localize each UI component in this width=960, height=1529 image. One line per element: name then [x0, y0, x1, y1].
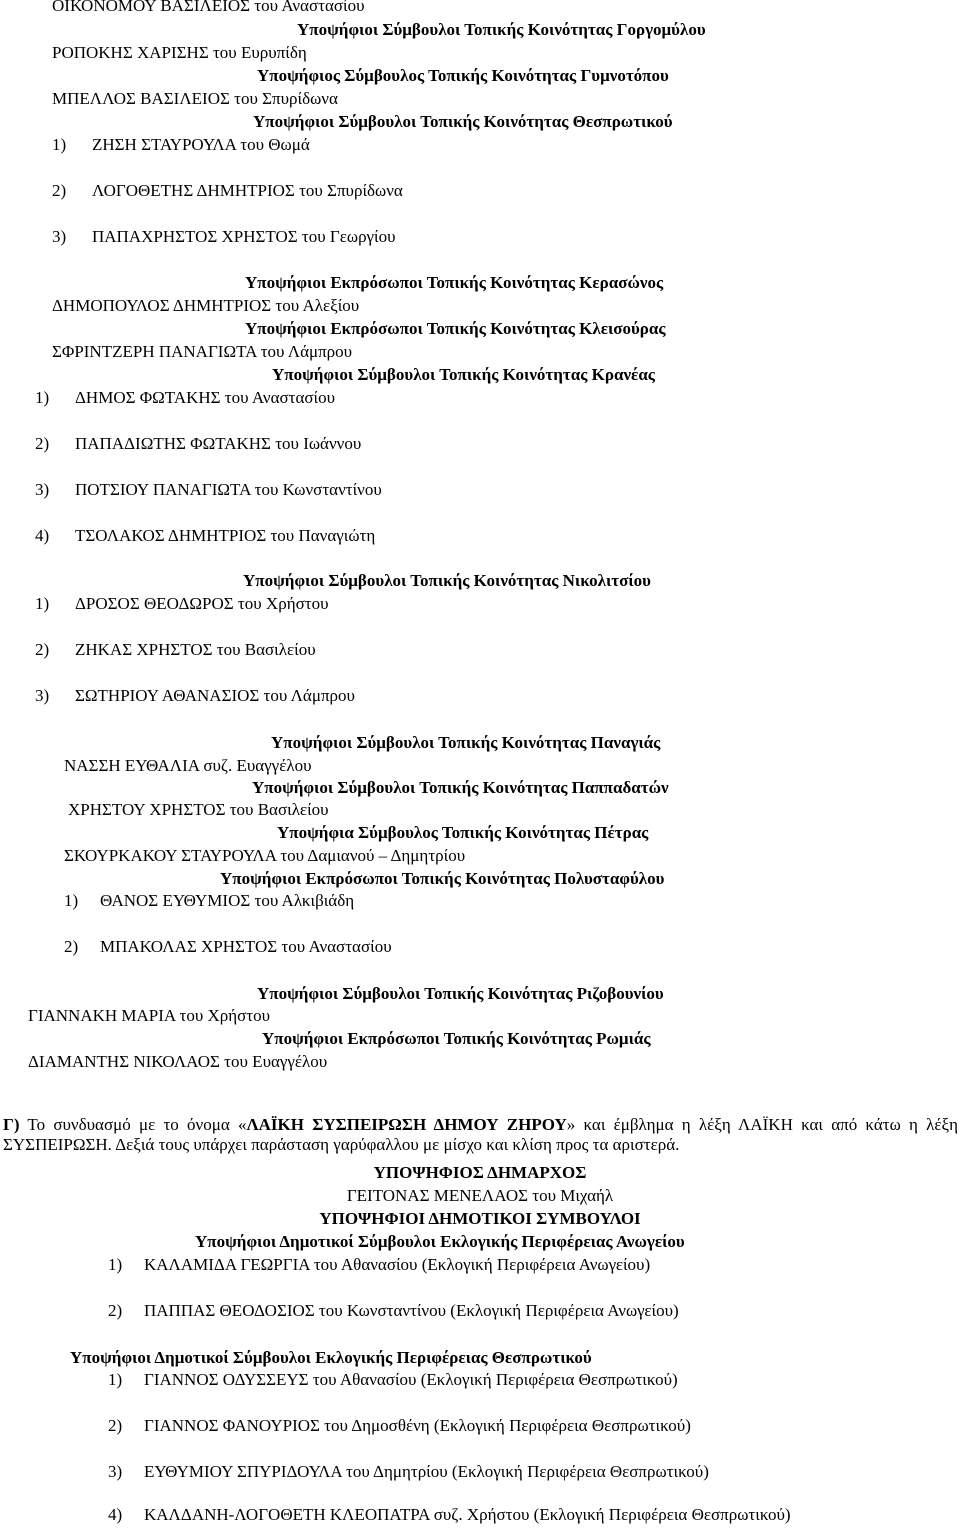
candidate-list-item: 2) ΛΟΓΟΘΕΤΗΣ ΔΗΜΗΤΡΙΟΣ του Σπυρίδωνα [52, 181, 403, 200]
community-heading: Υποψήφιοι Σύμβουλοι Τοπικής Κοινότητας Κρανέας [272, 365, 655, 384]
candidate-list-item: 1) ΓΙΑΝΝΟΣ ΟΔΥΣΣΕΥΣ του Αθανασίου (Εκλογική Περιφέρεια Θεσπρωτικού) [108, 1370, 678, 1389]
mayor-heading: ΥΠΟΨΗΦΙΟΣ ΔΗΜΑΡΧΟΣ [373, 1163, 587, 1182]
candidate-list-item: 1) ΔΗΜΟΣ ΦΩΤΑΚΗΣ του Αναστασίου [35, 388, 336, 407]
candidate-name: ΧΡΗΣΤΟΥ ΧΡΗΣΤΟΣ του Βασιλείου [68, 800, 329, 819]
candidate-name: ΓΙΑΝΝΑΚΗ ΜΑΡΙΑ του Χρήστου [28, 1006, 271, 1025]
candidate-name: ΣΦΡΙΝΤΖΕΡΗ ΠΑΝΑΓΙΩΤΑ του Λάμπρου [52, 342, 353, 361]
candidate-list-item: 1) ΘΑΝΟΣ ΕΥΘΥΜΙΟΣ του Αλκιβιάδη [64, 891, 355, 910]
candidate-list-item: 2) ΜΠΑΚΟΛΑΣ ΧΡΗΣΤΟΣ του Αναστασίου [64, 937, 392, 956]
community-heading: Υποψήφιος Σύμβουλος Τοπικής Κοινότητας Γυμνοτόπου [257, 66, 669, 85]
section-paragraph: Γ) Το συνδυασμό με το όνομα «ΛΑΪΚΗ ΣΥΣΠΕΙΡΩΣΗ ΔΗΜΟΥ ΖΗΡΟΥ» και έμβλημα η λέξη ΛΑΪΚΗ και από κάτω η λέξη ΣΥΣΠΕΙΡΩΣΗ. Δεξιά τους υπάρχει παράσταση γαρύφαλλου με μίσχο και κλίση προς τα αριστερά. [3, 1115, 958, 1154]
candidate-list-item: 2) ΠΑΠΠΑΣ ΘΕΟΔΟΣΙΟΣ του Κωνσταντίνου (Εκλογική Περιφέρεια Ανωγείου) [108, 1301, 679, 1320]
community-heading: Υποψήφιοι Εκπρόσωποι Τοπικής Κοινότητας Πολυσταφύλου [220, 869, 665, 888]
region-heading: Υποψήφιοι Δημοτικοί Σύμβουλοι Εκλογικής Περιφέρειας Θεσπρωτικού [70, 1348, 592, 1367]
community-heading: Υποψήφιοι Σύμβουλοι Τοπικής Κοινότητας Ριζοβουνίου [257, 984, 664, 1003]
candidate-list-item: 2) ΖΗΚΑΣ ΧΡΗΣΤΟΣ του Βασιλείου [35, 640, 316, 659]
region-heading: Υποψήφιοι Δημοτικοί Σύμβουλοι Εκλογικής Περιφέρειας Ανωγείου [195, 1232, 685, 1251]
community-heading: Υποψήφιοι Σύμβουλοι Τοπικής Κοινότητας Παππαδατών [252, 778, 669, 797]
community-heading: Υποψήφιοι Εκπρόσωποι Τοπικής Κοινότητας Κερασώνος [245, 273, 664, 292]
candidate-list-item: 4) ΚΑΛΔΑΝΗ-ΛΟΓΟΘΕΤΗ ΚΛΕΟΠΑΤΡΑ συζ. Χρήστου (Εκλογική Περιφέρεια Θεσπρωτικού) [108, 1505, 791, 1524]
community-heading: Υποψήφιοι Σύμβουλοι Τοπικής Κοινότητας Παναγιάς [271, 733, 661, 752]
candidate-name: ΝΑΣΣΗ ΕΥΘΑΛΙΑ συζ. Ευαγγέλου [64, 756, 312, 775]
mayor-name: ΓΕΙΤΟΝΑΣ ΜΕΝΕΛΑΟΣ του Μιχαήλ [346, 1186, 614, 1205]
candidate-name: ΔΗΜΟΠΟΥΛΟΣ ΔΗΜΗΤΡΙΟΣ του Αλεξίου [52, 296, 360, 315]
community-heading: Υποψήφιοι Σύμβουλοι Τοπικής Κοινότητας Νικολιτσίου [243, 571, 651, 590]
community-heading: Υποψήφια Σύμβουλος Τοπικής Κοινότητας Πέτρας [277, 823, 649, 842]
councillors-heading: ΥΠΟΨΗΦΙΟΙ ΔΗΜΟΤΙΚΟΙ ΣΥΜΒΟΥΛΟΙ [319, 1209, 641, 1228]
candidate-list-item: 3) ΕΥΘΥΜΙΟΥ ΣΠΥΡΙΔΟΥΛΑ του Δημητρίου (Εκλογική Περιφέρεια Θεσπρωτικού) [108, 1462, 709, 1481]
candidate-list-item: 3) ΠΟΤΣΙΟΥ ΠΑΝΑΓΙΩΤΑ του Κωνσταντίνου [35, 480, 382, 499]
candidate-name: ΜΠΕΛΛΟΣ ΒΑΣΙΛΕΙΟΣ του Σπυρίδωνα [52, 89, 338, 108]
candidate-list-item: 3) ΣΩΤΗΡΙΟΥ ΑΘΑΝΑΣΙΟΣ του Λάμπρου [35, 686, 355, 705]
candidate-name: ΟΙΚΟΝΟΜΟΥ ΒΑΣΙΛΕΙΟΣ του Αναστασίου [52, 0, 365, 15]
candidate-list-item: 2) ΓΙΑΝΝΟΣ ΦΑΝΟΥΡΙΟΣ του Δημοσθένη (Εκλογική Περιφέρεια Θεσπρωτικού) [108, 1416, 691, 1435]
community-heading: Υποψήφιοι Εκπρόσωποι Τοπικής Κοινότητας Ρωμιάς [262, 1029, 651, 1048]
candidate-list-item: 1) ΚΑΛΑΜΙΔΑ ΓΕΩΡΓΙΑ του Αθανασίου (Εκλογική Περιφέρεια Ανωγείου) [108, 1255, 651, 1274]
candidate-name: ΡΟΠΟΚΗΣ ΧΑΡΙΣΗΣ του Ευρυπίδη [52, 43, 307, 62]
candidate-list-item: 2) ΠΑΠΑΔΙΩΤΗΣ ΦΩΤΑΚΗΣ του Ιωάννου [35, 434, 362, 453]
community-heading: Υποψήφιοι Σύμβουλοι Τοπικής Κοινότητας Θεσπρωτικού [253, 112, 673, 131]
candidate-list-item: 3) ΠΑΠΑΧΡΗΣΤΟΣ ΧΡΗΣΤΟΣ του Γεωργίου [52, 227, 396, 246]
community-heading: Υποψήφιοι Εκπρόσωποι Τοπικής Κοινότητας Κλεισούρας [245, 319, 666, 338]
candidate-name: ΔΙΑΜΑΝΤΗΣ ΝΙΚΟΛΑΟΣ του Ευαγγέλου [28, 1052, 328, 1071]
candidate-list-item: 1) ΖΗΣΗ ΣΤΑΥΡΟΥΛΑ του Θωμά [52, 135, 310, 154]
community-heading: Υποψήφιοι Σύμβουλοι Τοπικής Κοινότητας Γοργομύλου [297, 20, 706, 39]
candidate-list-item: 4) ΤΣΟΛΑΚΟΣ ΔΗΜΗΤΡΙΟΣ του Παναγιώτη [35, 526, 376, 545]
party-name: ΛΑΪΚΗ ΣΥΣΠΕΙΡΩΣΗ ΔΗΜΟΥ ΖΗΡΟΥ [246, 1115, 567, 1134]
candidate-name: ΣΚΟΥΡΚΑΚΟΥ ΣΤΑΥΡΟΥΛΑ του Δαμιανού – Δημητρίου [64, 846, 466, 865]
candidate-list-item: 1) ΔΡΟΣΟΣ ΘΕΟΔΩΡΟΣ του Χρήστου [35, 594, 329, 613]
section-letter: Γ) [3, 1115, 20, 1134]
